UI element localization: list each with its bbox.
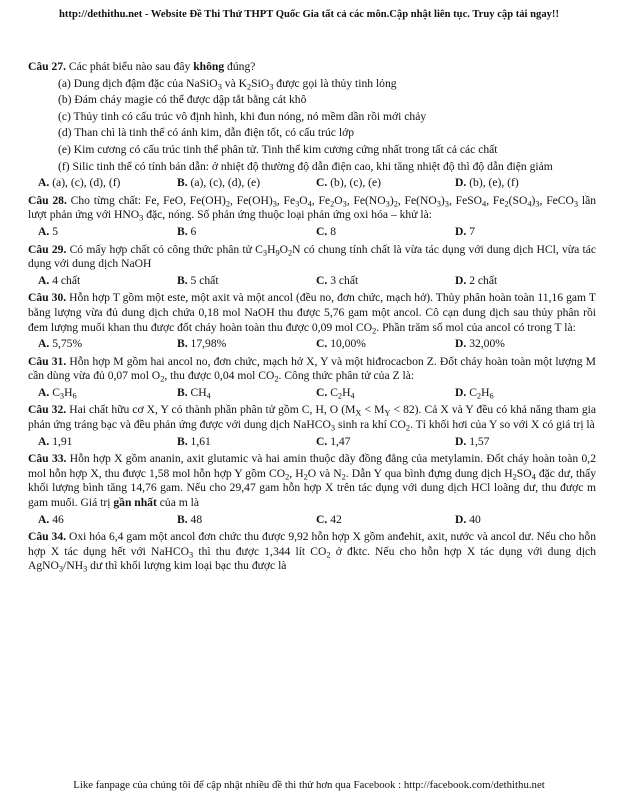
question-number: Câu 29. <box>28 242 67 256</box>
option-a[interactable]: A. 5 <box>38 224 58 238</box>
option-a[interactable]: A. 4 chất <box>38 273 81 287</box>
option-b[interactable]: B. 17,98% <box>177 337 227 351</box>
option-a[interactable]: A. $C_3H_6$ <box>38 385 77 401</box>
option-c[interactable]: C. $C_2H_4$ <box>316 385 355 401</box>
option-b[interactable]: B. 1,61 <box>177 434 211 448</box>
question-number: Câu 34. <box>28 530 67 544</box>
option-a[interactable]: A. 1,91 <box>38 434 73 448</box>
answer-options <box>38 337 596 352</box>
question-number: Câu 27. <box>28 60 67 73</box>
option-a[interactable]: A. (a), (c), (d), (f) <box>38 176 121 190</box>
option-c[interactable]: C. 1,47 <box>316 434 351 448</box>
statement-e: (e) Kim cương có cấu trúc tinh thể phân tử. Tinh thể kim cương cứng nhất trong tất cả các chất <box>58 142 498 156</box>
question-number: Câu 33. <box>28 452 67 466</box>
option-d[interactable]: D. 7 <box>455 224 475 238</box>
question-28: Câu 28. Cho từng chất: Fe, FeO, $Fe(OH)_2$, $Fe(OH)_3$, $Fe_3O_4$, $Fe_2O_3$, $Fe(NO_3)_2$, $Fe(NO_3)_3$, FeSO$_4$, $Fe_2(SO_4)_3$, FeCO$_3$ lần lượt phản ứng với $HNO_3$ đặc, nóng. Số phản ứng thuộc loại phản ứng oxi hóa – khử là: <box>28 193 597 223</box>
option-d[interactable]: D. $C_2H_6$ <box>455 385 494 401</box>
statement-b: (b) Đám cháy magie có thể được dập tắt bằng cát khô <box>58 93 307 107</box>
statement-f: (f) Silic tinh thể có tính bán dẫn: ở nhiệt độ thường độ dẫn điện cao, khi tăng nhiệt độ thì độ dẫn điện giảm <box>58 159 553 173</box>
option-c[interactable]: C. (b), (c), (e) <box>316 176 382 190</box>
option-d[interactable]: D. 40 <box>455 512 481 526</box>
option-c[interactable]: C. 42 <box>316 512 342 526</box>
option-b[interactable]: B. 48 <box>177 512 203 526</box>
question-list <box>28 60 596 576</box>
question-31: Câu 31. Hỗn hợp M gồm hai ancol no, đơn chức, mạch hở X, Y và một hiđrocacbon Z. Đốt cháy hoàn toàn một lượng M cần dùng vừa đủ 0,07 mol $O_2$, thu được 0,04 mol $CO_2$. Công thức phân tử của Z là: <box>28 354 596 384</box>
option-c[interactable]: C. 10,00% <box>316 337 366 351</box>
option-a[interactable]: A. 5,75% <box>38 337 83 351</box>
option-d[interactable]: D. 2 chất <box>455 273 498 287</box>
option-b[interactable]: B. $CH_4$ <box>177 385 211 401</box>
statement-c: (c) Thủy tinh có cấu trúc vô định hình, khi đun nóng, nó mềm dần rồi mới chảy <box>58 109 427 123</box>
option-d[interactable]: D. (b), (e), (f) <box>455 176 519 190</box>
question-34: Câu 34. Oxi hóa 6,4 gam một ancol đơn chức thu được 9,92 hỗn hợp X gồm anđehit, axit, nước và ancol dư. Nếu cho hỗn hợp X tác dụng hết với NaHCO$_3$ thì thu được 1,344 lít $CO_2$ ở đktc. Nếu cho hỗn hợp X tác dụng với dung dịch $AgNO_3/NH_3$ dư thì khối lượng kim loại bạc thu được là <box>28 530 596 574</box>
option-d[interactable]: D. 1,57 <box>455 434 490 448</box>
question-30: Câu 30. Hỗn hợp T gồm một este, một axit và một ancol (đều no, đơn chức, mạch hở). Thủy phân hoàn toàn 11,16 gam T bằng lượng vừa đủ dung dịch chứa 0,18 mol NaOH thu được 5,76 gam một ancol. Cô cạn dung dịch sau thủy phân rồi đem lượng muối khan thu được đốt cháy hoàn toàn thu được 0,09 mol $CO_2$. Phần trăm số mol của ancol có trong T là: <box>28 291 596 335</box>
statement-d: (d) Than chì là tinh thể có ánh kim, dẫn điện tốt, có cấu trúc lớp <box>58 126 354 140</box>
option-b[interactable]: B. 6 <box>177 224 197 238</box>
answer-options <box>38 225 596 240</box>
answer-options <box>38 274 596 289</box>
answer-options <box>38 513 596 528</box>
option-b[interactable]: B. (a), (c), (d), (e) <box>177 176 261 190</box>
emphasis-text: không <box>193 60 225 73</box>
question-33: Câu 33. Hỗn hợp X gồm ananin, axit glutamic và hai amin thuộc dãy đồng đẳng của metylamin. Đốt cháy hoàn toàn 0,2 mol hỗn hợp X, thu được 1,58 mol hỗn hợp Y gồm $CO_2$, $H_2O$ và $N_2$. Dẫn Y qua bình đựng dung dịch $H_2SO_4$ đặc dư, thấy khối lượng bình tăng 14,76 gam. Nếu cho 29,47 gam hỗn hợp X trên tác dụng với dung dịch HCl loãng dư, thu được m gam muối. Giá trị gần nhất của m là <box>28 452 596 510</box>
option-c[interactable]: C. 3 chất <box>316 273 359 287</box>
page-footer: Like fanpage của chúng tôi để cập nhật nhiều đề thi thử hơn qua Facebook : http://facebook.com/dethithu.net <box>73 779 545 791</box>
question-number: Câu 28. <box>28 193 67 207</box>
question-number: Câu 30. <box>28 291 67 305</box>
emphasis-text: gần nhất <box>113 496 157 510</box>
question-32: Câu 32. Hai chất hữu cơ X, Y có thành phần phân tử gồm C, H, O $(M_X < M_Y < 82)$. Cả X và Y đều có khả năng tham gia phản ứng tráng bạc và đều phản ứng được với dung dịch NaHCO$_3$ sinh ra khí $CO_2$. Tỉ khối hơi của Y so với X có giá trị là <box>28 403 596 433</box>
option-c[interactable]: C. 8 <box>316 224 336 238</box>
question-27: Câu 27. Các phát biểu nào sau đây không đúng? <box>28 60 256 73</box>
option-a[interactable]: A. 46 <box>38 512 64 526</box>
question-number: Câu 32. <box>28 403 67 417</box>
question-29: Câu 29. Có mấy hợp chất có công thức phân tử $C_3H_9O_2N$ có chung tính chất là vừa tác dụng với dung dịch HCl, vừa tác dụng với dung dịch NaOH <box>28 242 596 271</box>
question-number: Câu 31. <box>28 354 67 368</box>
page-header: http://dethithu.net - Website Đề Thi Thử THPT Quốc Gia tất cả các môn.Cập nhật liên tục. Truy cập tải ngay!! <box>59 9 559 20</box>
answer-options <box>38 435 596 450</box>
option-d[interactable]: D. 32,00% <box>455 337 505 351</box>
answer-options <box>38 386 596 401</box>
answer-options <box>38 176 596 191</box>
statement-a: (a) Dung dịch đậm đặc của NaSiO$_3$ và $K_2SiO_3$ được gọi là thủy tinh lỏng <box>58 76 397 91</box>
option-b[interactable]: B. 5 chất <box>177 273 219 287</box>
